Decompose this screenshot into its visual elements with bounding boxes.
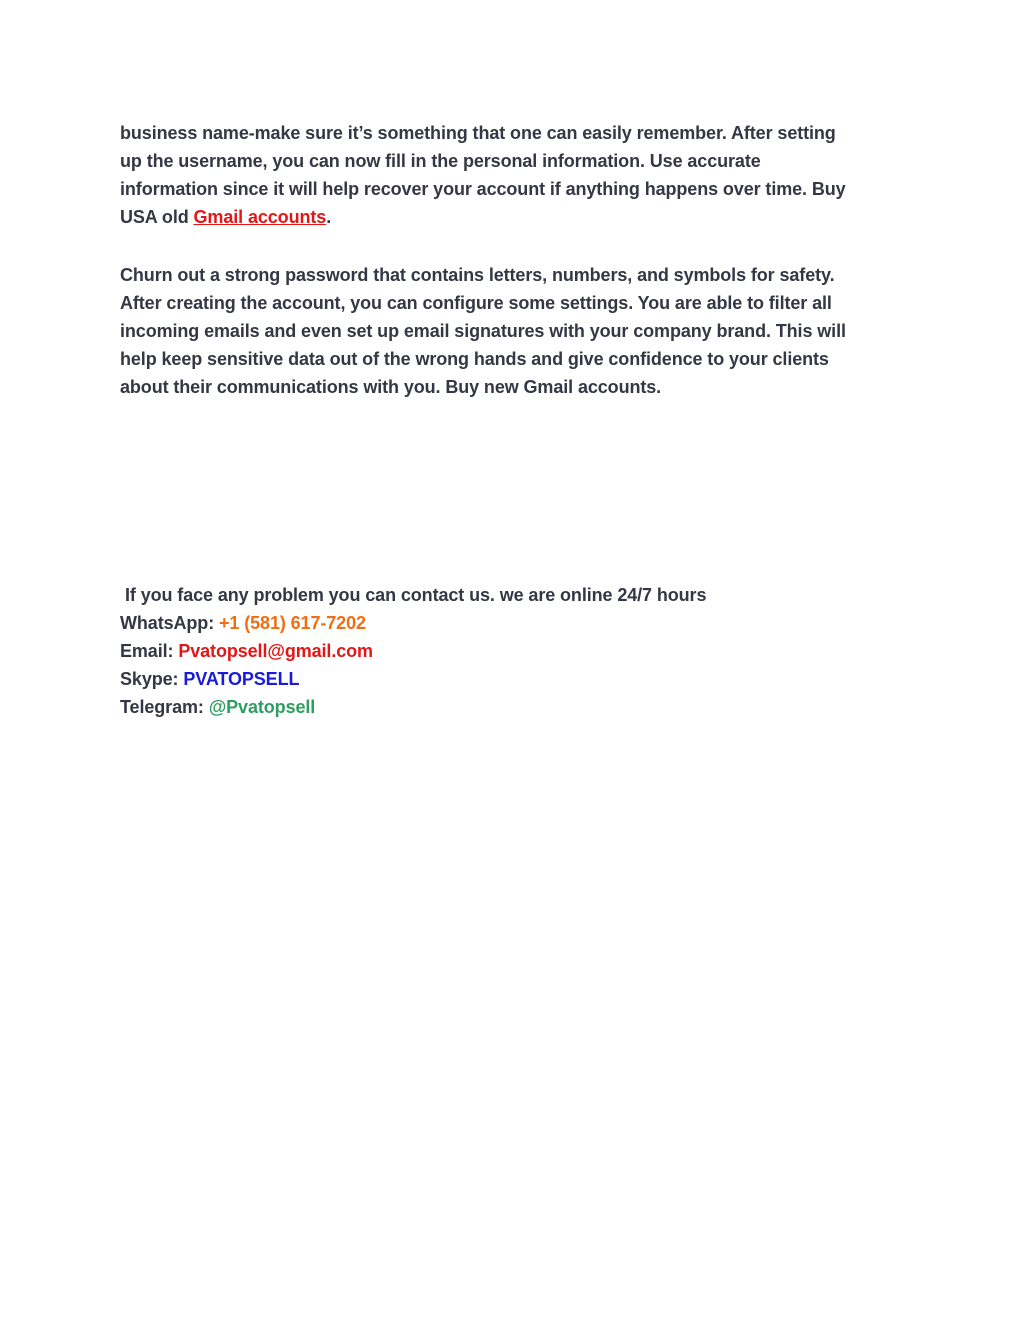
contact-info-block	[120, 581, 910, 721]
paragraph-line: business name-make sure it’s something that one can easily remember. After setting	[120, 123, 836, 143]
skype-label: Skype:	[120, 669, 184, 689]
paragraph-line: After creating the account, you can configure some settings. You are able to filter all	[120, 293, 832, 313]
paragraph-line: Churn out a strong password that contains letters, numbers, and symbols for safety.	[120, 265, 835, 285]
paragraph-line: up the username, you can now fill in the personal information. Use accurate	[120, 151, 761, 171]
paragraph-line: about their communications with you. Buy new Gmail accounts.	[120, 377, 662, 397]
paragraph-line: incoming emails and even set up email signatures with your company brand. This will	[120, 321, 846, 341]
email-label: Email:	[120, 641, 179, 661]
paragraph-username-info	[120, 119, 910, 231]
whatsapp-number: +1 (581) 617-7202	[219, 613, 366, 633]
paragraph-line: help keep sensitive data out of the wrong hands and give confidence to your clients	[120, 349, 829, 369]
skype-row	[120, 665, 910, 693]
skype-handle: PVATOPSELL	[183, 669, 300, 689]
telegram-label: Telegram:	[120, 697, 209, 717]
whatsapp-label: WhatsApp:	[120, 613, 219, 633]
paragraph-line: information since it will help recover your account if anything happens over time. Buy	[120, 179, 846, 199]
paragraph-line-suffix: .	[326, 207, 332, 227]
email-row	[120, 637, 910, 665]
telegram-row	[120, 693, 910, 721]
telegram-handle: @Pvatopsell	[208, 697, 316, 717]
paragraph-password-settings	[120, 261, 910, 401]
contact-intro: If you face any problem you can contact us. we are online 24/7 hours	[125, 585, 707, 605]
paragraph-last-line	[120, 203, 910, 231]
gmail-accounts-link[interactable]: Gmail accounts	[193, 207, 327, 227]
email-address: Pvatopsell@gmail.com	[178, 641, 373, 661]
paragraph-line-prefix: USA old	[120, 207, 194, 227]
whatsapp-row	[120, 609, 910, 637]
